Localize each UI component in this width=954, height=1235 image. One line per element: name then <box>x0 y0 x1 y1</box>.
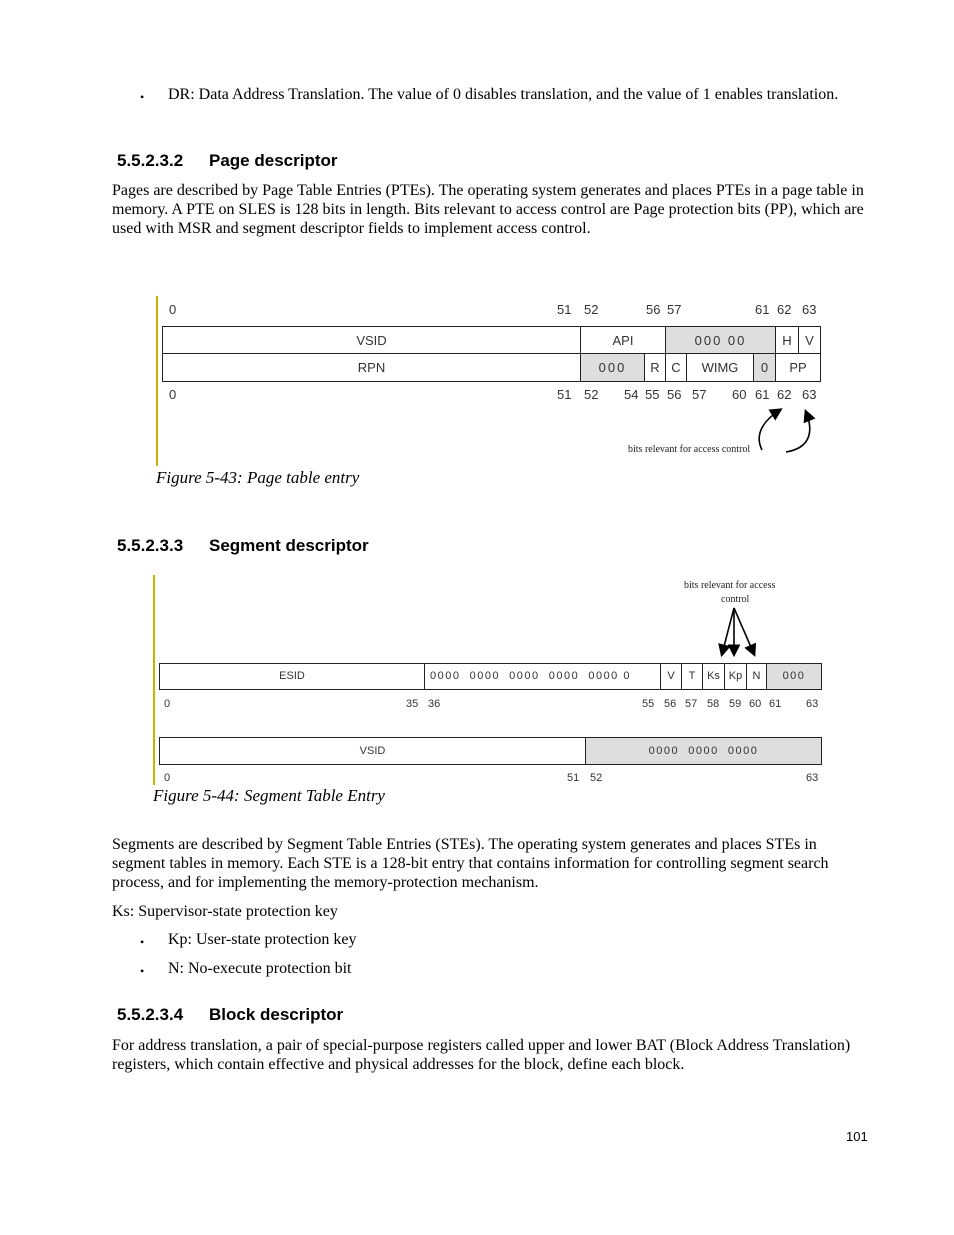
bit-tick: 61 <box>755 302 770 317</box>
access-control-note: control <box>721 594 750 605</box>
bit-tick: 0 <box>169 302 177 317</box>
section-heading-block-descriptor <box>117 1005 343 1025</box>
field-reserved: 000 00 <box>665 326 776 354</box>
bit-tick: 51 <box>567 772 580 784</box>
field-reserved: 0000 0000 0000 0000 0000 0 <box>424 663 661 690</box>
block-descriptor-paragraph: For address translation, a pair of special-purpose registers called upper and lower BAT (Block Address Translation) registers, which contain effective and physical addresses for the block, define each block. <box>112 1037 851 1073</box>
bit-tick: 55 <box>645 387 660 402</box>
figure-side-bar <box>153 575 155 785</box>
kp-item: Kp: User-state protection key <box>168 931 357 948</box>
bit-tick: 0 <box>164 698 171 710</box>
bit-tick: 57 <box>685 698 698 710</box>
bit-tick: 63 <box>802 387 817 402</box>
field-ks: Ks <box>702 663 725 690</box>
field-vsid: VSID <box>159 737 586 765</box>
bit-tick: 0 <box>169 387 177 402</box>
bit-tick: 59 <box>729 698 742 710</box>
bit-tick: 51 <box>557 302 572 317</box>
dr-item: DR: Data Address Translation. The value of 0 disables translation, and the value of 1 enables translation. <box>168 86 839 103</box>
section-title: Segment descriptor <box>209 536 369 555</box>
bit-tick: 36 <box>428 698 441 710</box>
section-number: 5.5.2.3.4 <box>117 1005 184 1024</box>
figure-caption: Figure 5-43: Page table entry <box>156 468 360 487</box>
bit-tick: 57 <box>667 302 682 317</box>
bit-tick: 60 <box>749 698 762 710</box>
bit-tick: 62 <box>777 387 792 402</box>
field-c: C <box>665 353 687 382</box>
bit-tick: 61 <box>769 698 782 710</box>
field-v: V <box>660 663 682 690</box>
bullet-marker: • <box>140 964 145 978</box>
bit-tick: 0 <box>164 772 171 784</box>
bit-tick: 62 <box>777 302 792 317</box>
field-vsid: VSID <box>162 326 581 354</box>
bit-tick: 58 <box>707 698 720 710</box>
bullet-marker: • <box>140 90 145 104</box>
field-reserved: 0000 0000 0000 <box>585 737 822 765</box>
bit-tick: 52 <box>584 302 599 317</box>
bit-tick: 63 <box>806 698 819 710</box>
field-wimg: WIMG <box>686 353 754 382</box>
bit-tick: 56 <box>667 387 682 402</box>
access-control-note: bits relevant for access <box>684 580 776 591</box>
section-title: Block descriptor <box>209 1005 344 1024</box>
section-title: Page descriptor <box>209 151 338 170</box>
bullet-marker: • <box>140 935 145 949</box>
section-heading-page-descriptor <box>117 151 338 171</box>
bit-tick: 52 <box>590 772 603 784</box>
page-number: 101 <box>846 1129 868 1144</box>
bit-tick: 35 <box>406 698 419 710</box>
section-number: 5.5.2.3.3 <box>117 536 184 555</box>
bit-tick: 56 <box>646 302 661 317</box>
access-control-note: bits relevant for access control <box>628 444 751 455</box>
bit-tick: 51 <box>557 387 572 402</box>
section-number: 5.5.2.3.2 <box>117 151 184 170</box>
figure-side-bar <box>156 296 158 466</box>
arrow-icon <box>740 402 830 458</box>
bit-tick: 54 <box>624 387 639 402</box>
field-api: API <box>580 326 666 354</box>
bit-tick: 56 <box>664 698 677 710</box>
field-r: R <box>644 353 666 382</box>
bit-tick: 60 <box>732 387 747 402</box>
section-heading-segment-descriptor <box>117 536 369 556</box>
ks-line: Ks: Supervisor-state protection key <box>112 903 338 920</box>
field-zero: 0 <box>753 353 776 382</box>
field-n: N <box>746 663 767 690</box>
figure-caption: Figure 5-44: Segment Table Entry <box>153 786 385 805</box>
bit-tick: 63 <box>802 302 817 317</box>
field-v: V <box>798 326 821 354</box>
bit-tick: 57 <box>692 387 707 402</box>
field-esid: ESID <box>159 663 425 690</box>
bit-tick: 61 <box>755 387 770 402</box>
segment-descriptor-paragraph: Segments are described by Segment Table Entries (STEs). The operating system generates and places STEs in segment tables in memory. Each STE is a 128-bit entry that contains information for controlling segment search process, and for implementing the memory-protection mechanism. <box>112 836 829 891</box>
bit-tick: 52 <box>584 387 599 402</box>
n-item: N: No-execute protection bit <box>168 960 352 977</box>
field-pp: PP <box>775 353 821 382</box>
bit-tick: 55 <box>642 698 655 710</box>
arrow-icon <box>712 604 764 660</box>
page-descriptor-paragraph: Pages are described by Page Table Entries (PTEs). The operating system generates and places PTEs in a page table in memory. A PTE on SLES is 128 bits in length. Bits relevant to access control are Page protection bits (PP), which are used with MSR and segment descriptor fields to implement access control. <box>112 182 864 237</box>
bit-tick: 63 <box>806 772 819 784</box>
field-rpn: RPN <box>162 353 581 382</box>
field-kp: Kp <box>724 663 747 690</box>
field-t: T <box>681 663 703 690</box>
field-h: H <box>775 326 799 354</box>
field-reserved: 000 <box>580 353 645 382</box>
field-reserved: 000 <box>766 663 822 690</box>
